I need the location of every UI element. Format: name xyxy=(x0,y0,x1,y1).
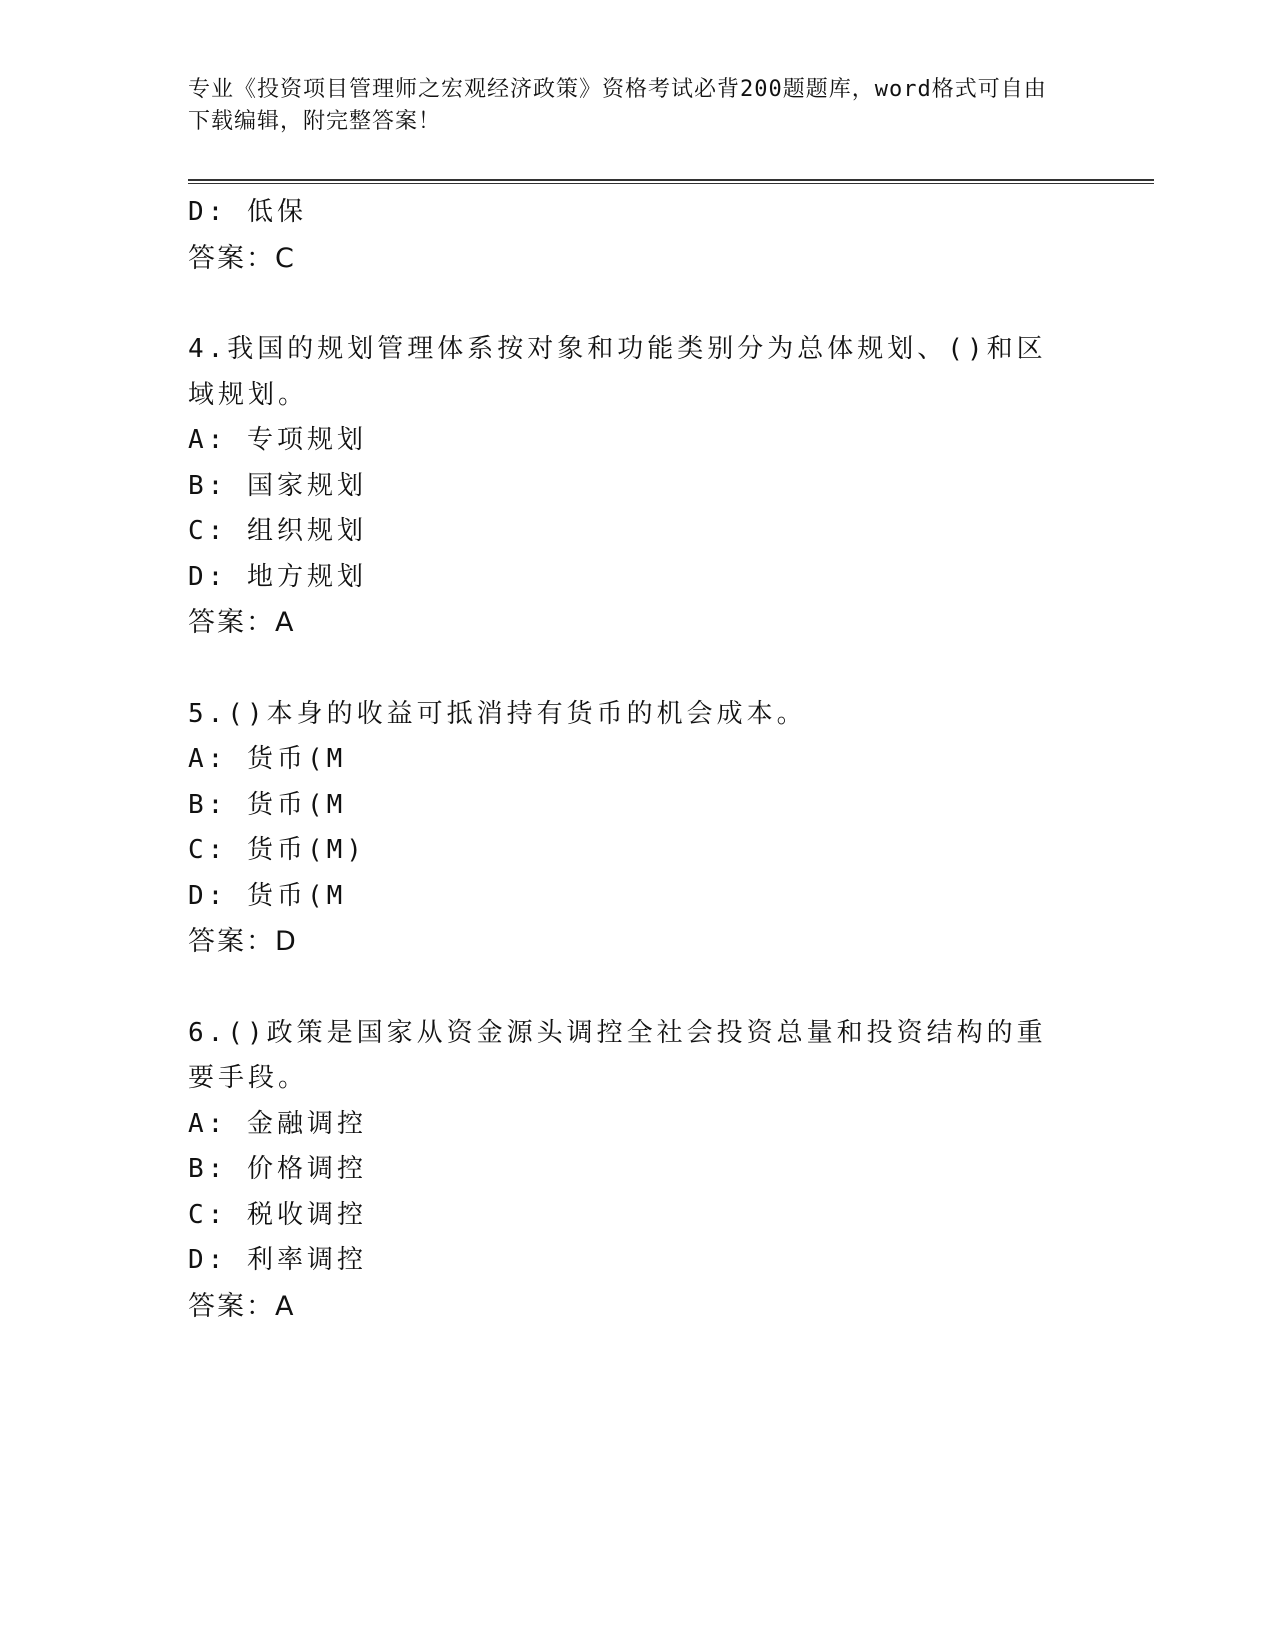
spacer xyxy=(188,281,1068,327)
answer-line: 答案：D xyxy=(188,926,298,957)
spacer xyxy=(188,646,1068,692)
option-b: B: 价格调控 xyxy=(188,1154,367,1184)
option-c: C: 货币(M) xyxy=(188,835,366,865)
spacer xyxy=(188,965,1068,1011)
answer-line: 答案：A xyxy=(188,1290,296,1322)
question-block-6 xyxy=(188,1011,1068,1330)
option-a: A: 货币(M xyxy=(188,744,347,774)
question-list xyxy=(188,190,1068,1329)
option-b: B: 货币(M xyxy=(188,789,347,820)
option-a: A: 专项规划 xyxy=(188,425,367,455)
header-divider-thin xyxy=(188,183,1154,184)
option-c: C: 组织规划 xyxy=(188,516,367,546)
question-stem: 5.()本身的收益可抵消持有货币的机会成本。 xyxy=(188,698,807,729)
question-stem: 4.我国的规划管理体系按对象和功能类别分为总体规划、()和区域规划。 xyxy=(188,334,1047,410)
header-divider xyxy=(188,179,1154,181)
question-block-5 xyxy=(188,692,1068,965)
question-block-4 xyxy=(188,327,1068,646)
answer-line: 答案：A xyxy=(188,607,296,638)
option-d: D: 地方规划 xyxy=(188,561,367,592)
page-header-title: 专业《投资项目管理师之宏观经济政策》资格考试必背200题题库，word格式可自由下载编辑，附完整答案！ xyxy=(188,77,1047,134)
option-d: D: 货币(M xyxy=(188,880,347,911)
option-d: D: 低保 xyxy=(188,197,307,227)
option-c: C: 税收调控 xyxy=(188,1199,367,1230)
question-stem: 6.()政策是国家从资金源头调控全社会投资总量和投资结构的重要手段。 xyxy=(188,1017,1047,1093)
option-d: D: 利率调控 xyxy=(188,1245,367,1275)
question-block-3 xyxy=(188,190,1068,281)
option-b: B: 国家规划 xyxy=(188,470,367,501)
answer-line: 答案：C xyxy=(188,242,296,274)
option-a: A: 金融调控 xyxy=(188,1108,367,1139)
